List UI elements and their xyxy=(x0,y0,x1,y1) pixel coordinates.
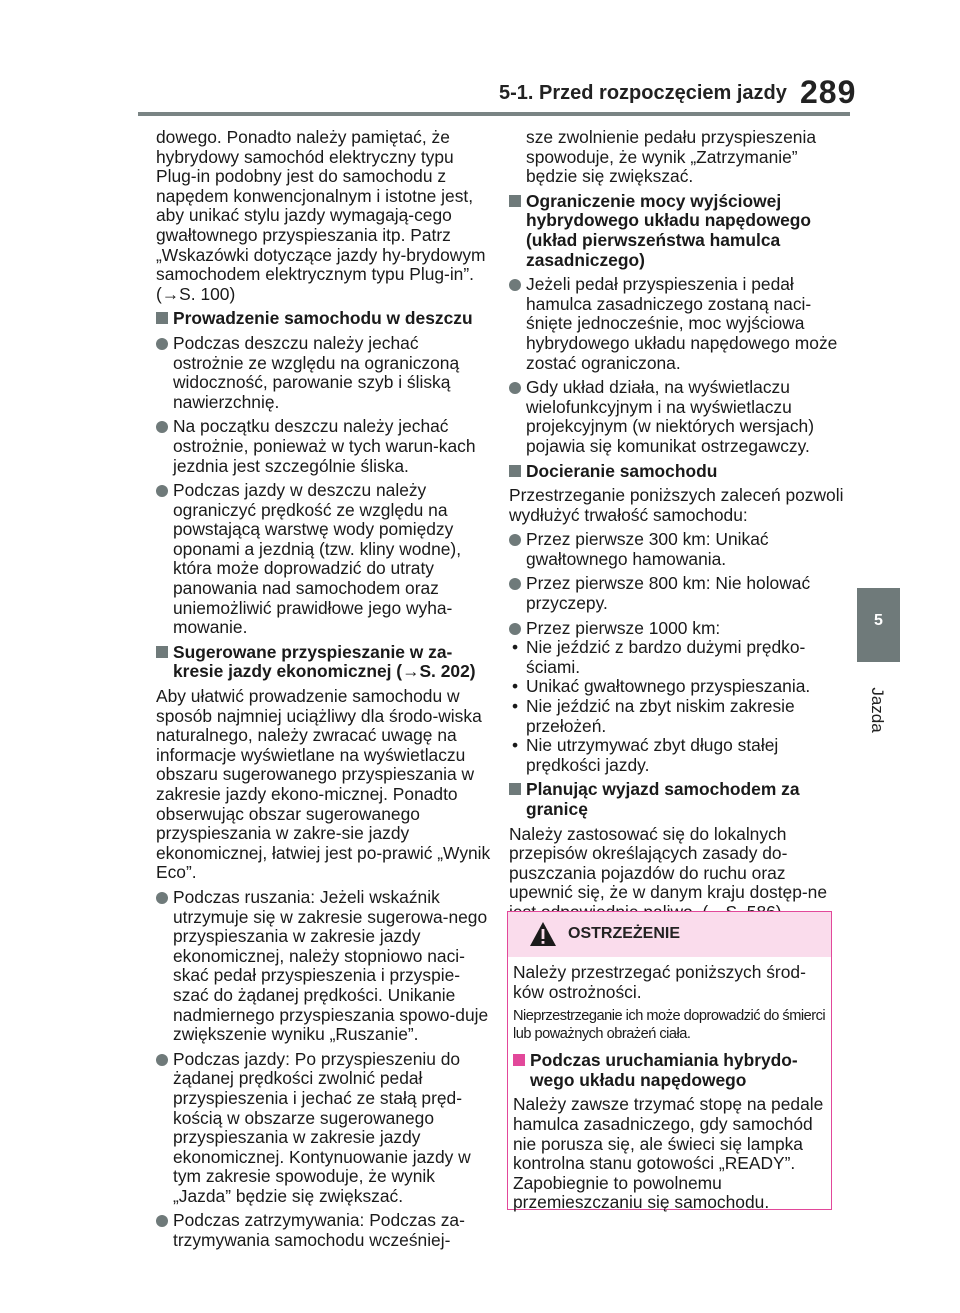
square-bullet-icon xyxy=(509,465,521,477)
circle-bullet-icon xyxy=(509,279,521,291)
dash-item: • Nie utrzymywać zbyt długo stałej prędkości jazdy. xyxy=(512,735,779,775)
heading-text: Sugerowane przyspieszanie w za-kresie jazdy ekonomicznej (→S. 202) xyxy=(173,641,476,682)
warning-small-text: Nieprzestrzeganie ich może doprowadzić do śmierci lub poważnych obrażeń ciała. xyxy=(513,1008,826,1043)
warning-header xyxy=(508,912,831,957)
warning-box xyxy=(507,911,832,1213)
section-heading xyxy=(156,309,492,329)
circle-bullet-icon xyxy=(509,578,521,590)
section-heading xyxy=(509,780,845,819)
warning-title: OSTRZEŻENIE xyxy=(568,925,681,942)
bullet-text: Jeżeli pedał przyspieszenia i pedał hamulca zasadniczego zostaną naci-śnięte jednocześnie, moc wyjściowa hybrydowego układu napędowego może zostać ograniczona. xyxy=(526,274,838,373)
circle-bullet-icon xyxy=(509,623,521,635)
circle-bullet-icon xyxy=(156,1215,168,1227)
circle-bullet-icon xyxy=(156,421,168,433)
dash-item: • Unikać gwałtownego przyspieszania. xyxy=(512,676,811,697)
dash-text: Nie jeździć z bardzo dużymi prędko-ściami. xyxy=(526,637,806,677)
square-bullet-icon xyxy=(513,1054,525,1066)
dash-text: Nie utrzymywać zbyt długo stałej prędkości jazdy. xyxy=(526,735,779,775)
bullet-item xyxy=(156,417,492,476)
dash-text: Nie jeździć na zbyt niskim zakresie przełożeń. xyxy=(526,696,795,736)
dash-list xyxy=(509,638,845,775)
circle-bullet-icon xyxy=(156,338,168,350)
chapter-label xyxy=(866,687,888,733)
warning-text: Należy przestrzegać poniższych środ-ków ostrożności. xyxy=(513,962,806,1002)
bullet-text: Podczas jazdy w deszczu należy ograniczyć prędkość ze względu na powstającą warstwę wody pomiędzy oponami a jezdnią (tzw. kliny wodne), która może doprowadzić do utraty panowania nad samochodem oraz uniemożliwić prawidłowe jego wyha-mowanie. xyxy=(173,480,462,638)
bullet-item xyxy=(509,619,845,639)
bullet-text: Podczas deszczu należy jechać ostrożnie ze względu na ograniczoną widoczność, parowanie szyb i śliską nawierzchnię. xyxy=(173,332,460,412)
right-column xyxy=(509,128,845,928)
circle-bullet-icon xyxy=(156,485,168,497)
bullet-item xyxy=(156,1211,492,1250)
bullet-item xyxy=(509,378,845,456)
dash-item: • Nie jeździć na zbyt niskim zakresie przełożeń. xyxy=(512,696,795,736)
bullet-item xyxy=(156,334,492,412)
bullet-item xyxy=(156,481,492,638)
paragraph: dowego. Ponadto należy pamiętać, że hybrydowy samochód elektryczny typu Plug-in podobny jest do samochodu z napędem konwencjonalnym i istotne jest, aby unikać stylu jazdy wymagają-cego gwałtownego przyspieszania itp. Patrz „Wskazówki dotyczące jazdy hy-brydowym samochodem elektrycznym typu Plug-in”. (→S. 100) xyxy=(156,127,486,304)
circle-bullet-icon xyxy=(156,1054,168,1066)
circle-bullet-icon xyxy=(156,892,168,904)
square-bullet-icon xyxy=(156,312,168,324)
section-heading xyxy=(509,192,845,270)
paragraph: Przestrzeganie poniższych zaleceń pozwoli wydłużyć trwałość samochodu: xyxy=(509,485,844,525)
bullet-text: Podczas ruszania: Jeżeli wskaźnik utrzymuje się w zakresie sugerowa-nego przyspieszania w zakresie jazdy ekonomicznej, należy stopniowo naci-skać pedał przyspieszenia i przyspie-szać do żądanej prędkości. Unikanie nadmiernego przyspieszania spowo-duje zwiększenie wyniku „Ruszanie”. xyxy=(173,886,489,1045)
bullet-text: Na początku deszczu należy jechać ostrożnie, ponieważ w tych warun-kach jezdnia jest szczególnie śliska. xyxy=(173,416,476,476)
bullet-text: Podczas zatrzymywania: Podczas za-trzymywania samochodu wcześniej- xyxy=(173,1210,465,1251)
bullet-item xyxy=(509,574,845,613)
header-divider xyxy=(138,112,850,116)
square-bullet-icon xyxy=(509,195,521,207)
bullet-text: Przez pierwsze 300 km: Unikać gwałtownego hamowania. xyxy=(526,529,769,569)
section-title: 5-1. Przed rozpoczęciem jazdy xyxy=(499,82,787,104)
paragraph: Należy zastosować się do lokalnych przepisów określających zasady do-puszczania pojazdów do ruchu oraz upewnić się, że w danym kraju dostęp-ne xyxy=(509,823,828,903)
circle-bullet-icon xyxy=(509,382,521,394)
square-bullet-icon xyxy=(156,646,168,658)
bullet-item xyxy=(509,275,845,373)
chapter-number: 5 xyxy=(874,612,883,629)
heading-text: Planując wyjazd samochodem za granicę xyxy=(526,779,800,819)
page-number: 289 xyxy=(800,74,857,110)
bullet-item xyxy=(156,888,492,1045)
square-bullet-icon xyxy=(509,783,521,795)
heading-text: Docieranie samochodu xyxy=(526,460,718,481)
warning-body xyxy=(508,957,831,1213)
bullet-item xyxy=(509,530,845,569)
heading-text: Prowadzenie samochodu w deszczu xyxy=(173,308,473,329)
left-column xyxy=(156,128,492,1256)
warning-triangle-icon xyxy=(529,921,557,947)
continued-text: sze zwolnienie pedału przyspieszenia spowoduje, że wynik „Zatrzymanie” będzie się zwiększać. xyxy=(526,127,817,187)
bullet-text: Podczas jazdy: Po przyspieszeniu do żądanej prędkości zwolnić pedał przyspieszenia i jechać ze stałą pręd-kością w obszarze sugerowanego przyspieszania w zakresie jazdy ekonomicznej. Kontynuowanie jazdy w tym zakresie spowoduje, że wynik „Jazda” będzie się zwiększać. xyxy=(173,1048,471,1206)
section-heading xyxy=(156,643,492,682)
bullet-text: Przez pierwsze 1000 km: xyxy=(526,617,721,638)
page-header xyxy=(0,0,960,120)
heading-text: Podczas uruchamiania hybrydo-wego układu napędowego xyxy=(530,1050,798,1090)
bullet-text: Gdy układ działa, na wyświetlaczu wielofunkcyjnym i na wyświetlaczu projekcyjnym (w niektórych wersjach) pojawia się komunikat ostrzegawczy. xyxy=(526,377,814,456)
bullet-item xyxy=(156,1050,492,1207)
heading-text: Ograniczenie mocy wyjściowej hybrydowego układu napędowego (układ pierwszeństwa hamulca zasadniczego) xyxy=(526,190,812,270)
section-heading xyxy=(509,462,845,482)
chapter-label-text: Jazda xyxy=(868,687,887,733)
chapter-tab xyxy=(857,588,900,662)
dash-item: • Nie jeździć z bardzo dużymi prędko-ściami. xyxy=(512,637,806,677)
warning-text: Należy zawsze trzymać stopę na pedale hamulca zasadniczego, gdy samochód nie porusza się, ale świeci się lampka kontrolna stanu gotowości „READY”. Zapobiegnie to powolnemu przemieszczaniu się samochodu. xyxy=(513,1094,824,1213)
paragraph: Aby ułatwić prowadzenie samochodu w sposób najmniej uciążliwy dla środo-wiska naturalnego, należy zwracać uwagę na informacje wyświetlane na wyświetlaczu obszaru sugerowanego przyspieszania w zakresie jazdy ekono-micznej. Ponadto obserwując obszar sugerowanego przyspieszania w zakre-sie jazdy ekonomicznej, łatwiej jest po-prawić „Wynik Eco”. xyxy=(156,686,491,883)
warning-heading xyxy=(513,1051,826,1090)
dash-text: Unikać gwałtownego przyspieszania. xyxy=(526,676,811,697)
bullet-text: Przez pierwsze 800 km: Nie holować przyczepy. xyxy=(526,573,811,614)
circle-bullet-icon xyxy=(509,534,521,546)
